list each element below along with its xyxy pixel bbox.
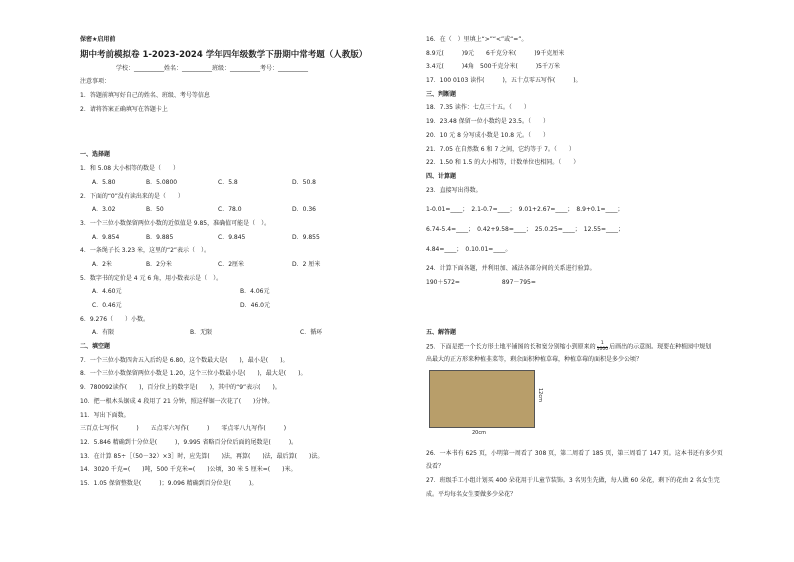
question-6: 6．9.276（ ）小数。 [80,315,150,323]
question-23-b: 6.74-5.4=____； 0.42+9.58=____； 25.0.25=____； 12.55=____； [426,225,625,233]
question-27: 27．班级手工小组计划买 400 朵花用于儿童节装饰。3 名男生先做，每人做 60 朵花，剩下的花由 2 名女生完 [426,477,720,485]
rectangle-figure [426,370,766,444]
question-3: 3．一个三位小数保留两位小数的近似值是 9.85，准确值可能是（ ）。 [80,219,271,227]
question-17: 17．100 0103 读作( )，五十点零五写作( )。 [426,77,582,85]
question-16: 16．在（ ）里填上“>”“<”或“=”。 [426,36,528,43]
options-4 [80,261,410,269]
options-3 [80,234,410,242]
options-6 [80,329,410,337]
fraction: $\frac{1}{1000}$ [596,341,609,352]
question-18: 18．7.35 读作：七点三十五。（ ） [426,104,530,112]
question-16-a: 8.9元( )9元 6千克分米( )9千克厘米 [426,49,565,57]
option: B．9.885 [146,233,174,241]
question-19: 19．23.48 保留一位小数约是 23.5。（ ） [426,118,549,126]
option: D．0.36 [292,206,316,214]
note-item: 1．答题前填写好自己的姓名、班级、考号等信息 [80,92,210,100]
option: A．5.80 [92,178,116,186]
option: A．9.854 [92,233,120,241]
question-12: 12．5.846 精确到十分位是( )，9.995 省略百分位后面的尾数是( )。 [80,438,298,446]
page-title: 期中考前模拟卷 1-2023-2024 学年四年级数学下册期中常考题（人教版） [80,49,368,60]
question-24-a: 190＋572= 897－795= [426,279,536,286]
option: C．0.46元 [92,302,122,309]
question-15: 15．1.05 保留整数是( )；9.096 精确到百分位是( )。 [80,479,258,487]
question-25: 25．下面是把一个长方形土地平铺图的长和宽分别缩小到原来的 $\frac{1}{1000}$ 后画出的示意图。现要在种植园中规划 [426,341,712,352]
option: B．4.06元 [240,288,270,296]
question-14: 14．3020 千克=( )吨，500 千克米=( )公顷，30 米 5 厘米=( )米。 [80,466,297,474]
student-info: 学校：__________姓名：__________班级：__________考号：__________ [116,64,309,72]
section-fill: 二、填空题 [80,343,111,351]
option: B．5.0800 [146,178,178,186]
secret-label: 保密★启用前 [80,36,116,43]
option: A．4.60元 [92,288,122,296]
option: C．9.845 [218,233,246,241]
option: D．50.8 [292,178,316,186]
question-5: 5．数字书的定价是 4 元 6 角，用小数表示是（ ）。 [80,274,223,282]
options-1 [80,179,410,187]
option: C．循环 [300,329,323,337]
option: C．2厘米 [218,260,245,268]
question-27-b: 成。平均每名女生要做多少朵花？ [426,490,517,498]
option: B．无限 [190,329,213,337]
question-4: 4．一条绳子长 3.23 米，这里的“2”表示（ ）。 [80,247,211,255]
option: A．有限 [92,329,115,337]
option: A．3.02 [92,206,116,214]
question-23: 23．直接写出得数。 [426,186,482,194]
question-26: 26．一本书有 625 页，小明第一周看了 308 页，第二周看了 185 页，第三周看了 147 页。这本书还有多少页 [426,449,723,457]
option: D．2 厘米 [292,260,321,268]
option: B．2分米 [146,260,172,268]
options-2 [80,206,410,214]
option: C．5.8 [218,178,238,186]
section-choice: 一、选择题 [80,151,111,159]
option: B．50 [146,206,164,214]
left-column [80,36,410,494]
option: D．9.855 [292,233,320,241]
note-item: 2．请将答案正确填写在答题卡上 [80,105,168,113]
question-11: 11．写出下面数。 [80,411,130,419]
question-23-c: 4.84=____； 0.10.01=____。 [426,245,512,253]
question-25-b: 出最大的正方形来种植韭菜等，剩余面积种植草莓，种植草莓的面积是多少公顷？ [426,356,643,364]
notes-title: 注意事项： [80,78,111,86]
question-7: 7．一个三位小数四舍五入后约是 6.80，这个数最大是( )，最小是( )。 [80,356,289,364]
question-1: 1．和 5.08 大小相等的数是（ ） [80,165,179,173]
question-23-a: 1-0.01=____； 2.1-0.7=____； 9.01+2.67=____； 8.9+0.1=____； [426,206,624,214]
width-label: 20cm [472,429,486,436]
repeating-decimal: 9.276 [89,315,108,323]
question-13: 13．在计算 85÷［（50－32）×3］时，应先算( )法，再算( )法，最后算( )法。 [80,452,324,460]
right-column [426,36,766,505]
option: D．46.0元 [240,302,270,309]
section-calc: 四、计算题 [426,172,457,180]
question-24: 24．计算下面各题，并利用加、减法各部分间的关系进行验算。 [426,265,596,273]
question-26-b: 没看？ [426,463,445,471]
question-10: 10．把一根木头锯成 4 段用了 21 分钟，照这样锯一次花了( )分钟。 [80,397,274,405]
question-2: 2．下面的“0”没有读出来的是（ ） [80,192,184,200]
question-11-b: 三百点七写作( ) 五点零六写作( ) 零点零八九写作( ) [80,425,287,433]
question-22: 22．1.50 和 1.5 的大小相等，计数单位也相同。（ ） [426,159,580,167]
question-16-b: 3.4元( )4角 500千克分米( )5千万米 [426,63,560,71]
question-8: 8．一个三位小数保留两位小数是 1.20，这个三位小数最小是( )，最大是( )。 [80,370,307,378]
option: C．78.0 [218,206,242,214]
question-21: 21．7.05 在自然数 6 和 7 之间，它约等于 7。（ ） [426,145,575,153]
section-solve: 五、解答题 [426,328,457,336]
options-5a [80,288,410,296]
option: A．2米 [92,260,112,268]
options-5b [80,302,410,310]
height-label: 12cm [537,387,543,402]
question-20: 20．10 元 8 分写成小数是 10.8 元。（ ） [426,131,549,139]
land-rectangle [429,370,535,428]
section-judge: 三、判断题 [426,90,457,98]
question-9: 9．780092读作( )，百分位上的数字是( )，其中的“9”表示( )。 [80,384,281,392]
